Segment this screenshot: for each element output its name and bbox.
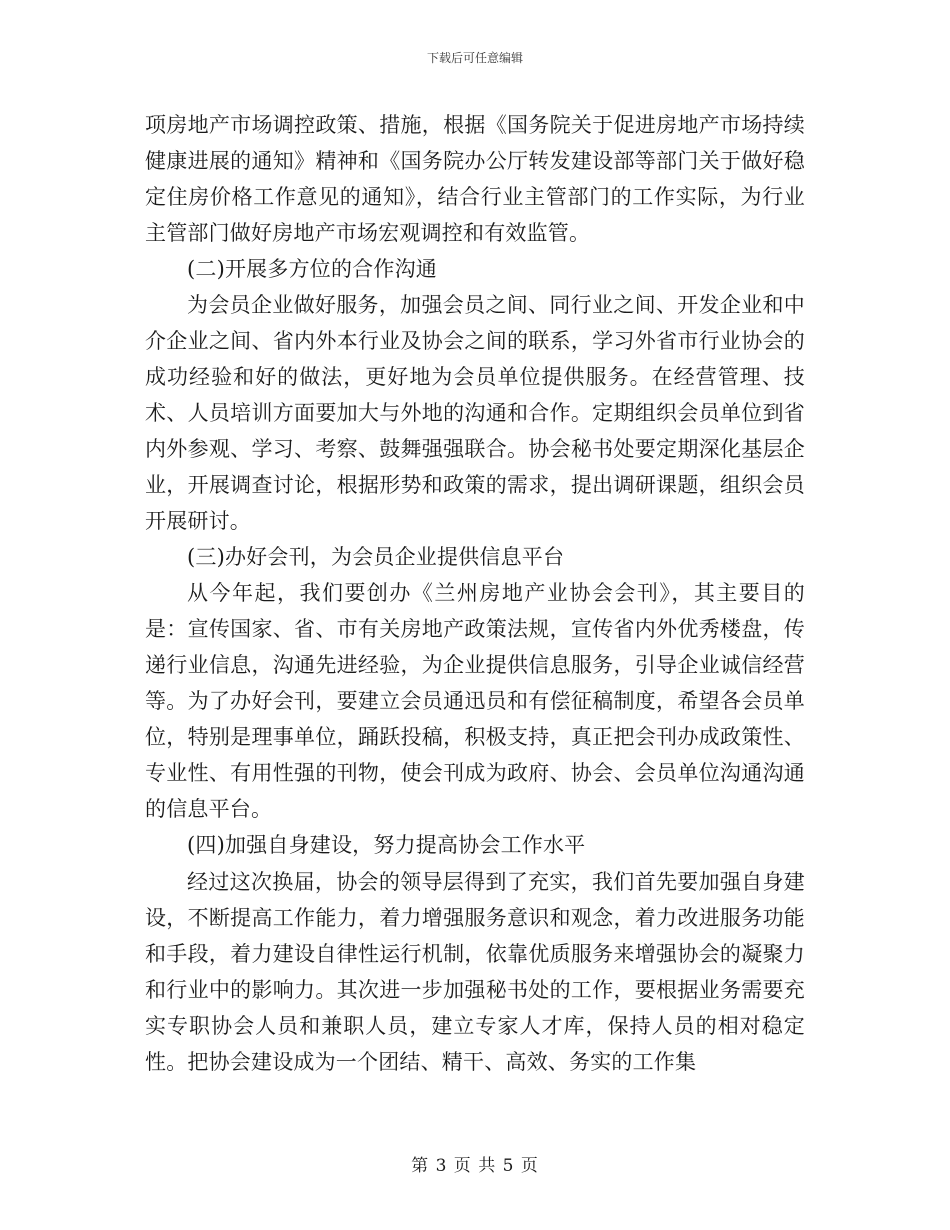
paragraph: 经过这次换届，协会的领导层得到了充实，我们首先要加强自身建设，不断提高工作能力，着力增强服务意识和观念，着力改进服务功能和手段，着力建设自律性运行机制，依靠优质服务来增强协会的凝聚力和行业中的影响力。其次进一步加强秘书处的工作，要根据业务需要充实专职协会人员和兼职人员，建立专家人才库，保持人员的相对稳定性。把协会建设成为一个团结、精干、高效、务实的工作集: [145, 869, 805, 1074]
section-heading: (四)加强自身建设，努力提高协会工作水平: [187, 833, 586, 858]
paragraph: 从今年起，我们要创办《兰州房地产业协会会刊》，其主要目的是：宣传国家、省、市有关房地产政策法规，宣传省内外优秀楼盘，传递行业信息，沟通先进经验，为企业提供信息服务，引导企业诚信经营等。为了办好会刊，要建立会员通迅员和有偿征稿制度，希望各会员单位，特别是理事单位，踊跃投稿，积极支持，真正把会刊办成政策性、专业性、有用性强的刊物，使会刊成为政府、协会、会员单位沟通沟通的信息平台。: [145, 581, 805, 822]
document-body: [145, 107, 805, 1080]
page-number: 第 3 页 共 5 页: [411, 1156, 539, 1176]
paragraph: 为会员企业做好服务，加强会员之间、同行业之间、开发企业和中介企业之间、省内外本行业及协会之间的联系，学习外省市行业协会的成功经验和好的做法，更好地为会员单位提供服务。在经营管理、技术、人员培训方面要加大与外地的沟通和合作。定期组织会员单位到省内外参观、学习、考察、鼓舞强强联合。协会秘书处要定期深化基层企业，开展调查讨论，根据形势和政策的需求，提出调研课题，组织会员开展研讨。: [145, 293, 805, 534]
paragraph: 项房地产市场调控政策、措施，根据《国务院关于促进房地产市场持续健康进展的通知》精神和《国务院办公厅转发建设部等部门关于做好稳定住房价格工作意见的通知》，结合行业主管部门的工作实际，为行业主管部门做好房地产市场宏观调控和有效监管。: [145, 113, 805, 245]
section-heading: (二)开展多方位的合作沟通: [187, 257, 437, 282]
page-header-note: 下载后可任意编辑: [426, 51, 523, 65]
section-heading: (三)办好会刊，为会员企业提供信息平台: [187, 545, 565, 570]
